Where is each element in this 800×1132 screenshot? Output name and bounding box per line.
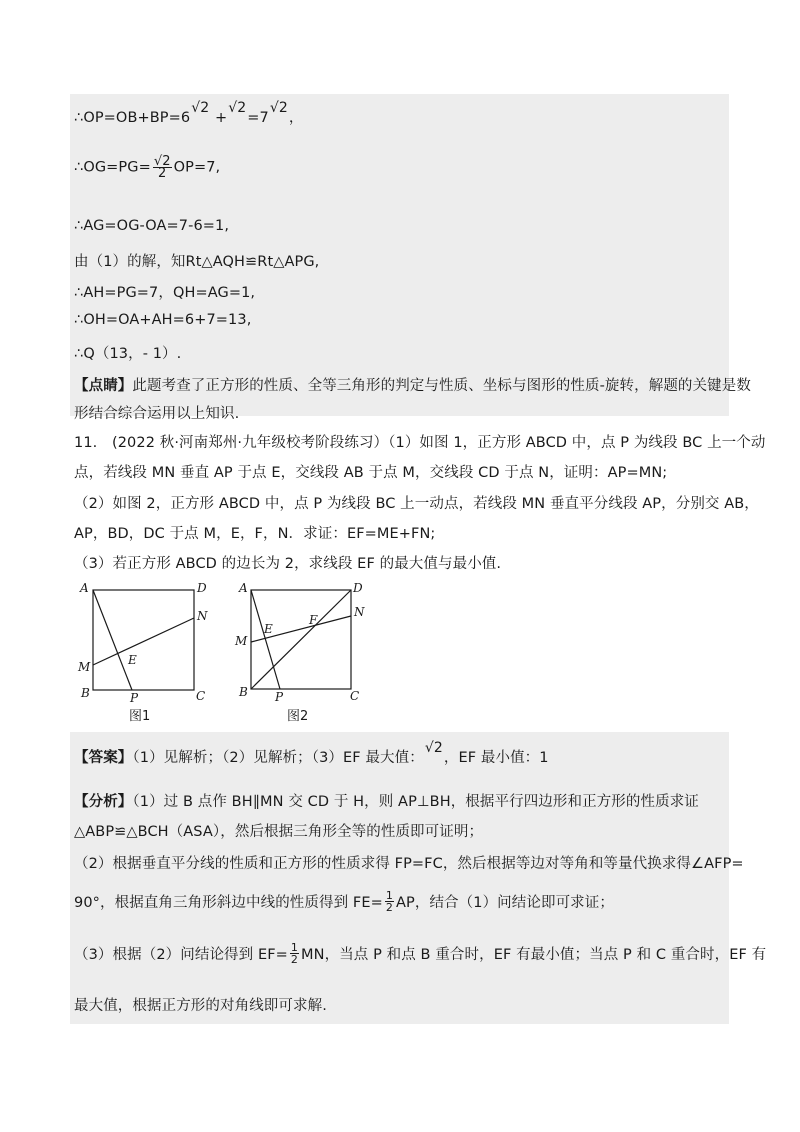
fig1-segment-mn [93,618,194,665]
comment-line-2: 形结合综合运用以上知识. [74,406,240,422]
fig1-label-b: B [81,686,90,700]
question-line-2: 点，若线段 MN 垂直 AP 于点 E，交线段 AB 于点 M，交线段 CD 于点 N，证明：AP=MN; [74,465,668,481]
fig2-label-f: F [309,613,318,627]
analysis-text-4a: 90°，根据直角三角形斜边中线的性质得到 FE= [74,895,383,911]
analysis-frac1-num: 1 [385,889,393,902]
fig2-label-d: D [353,581,363,595]
op-line [74,100,304,127]
fig1-label-m: M [78,660,91,674]
analysis-line-4 [74,890,614,913]
fig1-label-c: C [196,689,206,703]
figure-2 [251,590,351,689]
answer-label: 【答案】 [74,750,133,766]
op-sqrt-3: √2 [269,100,288,116]
op-sqrt-2: √2 [228,100,247,116]
fig1-caption: 图1 [129,709,151,724]
analysis-line-2: △ABP≌△BCH（ASA），然后根据三角形全等的性质即可证明； [74,824,484,840]
geometry-figures [0,578,800,728]
fig2-label-n: N [354,605,365,619]
analysis-line-5 [74,942,766,965]
answer-text-1: （1）见解析；（2）见解析；（3）EF 最大值： [132,750,424,766]
fig2-label-m: M [235,634,248,648]
analysis-text-5b: MN，当点 P 和点 B 重合时，EF 有最小值；当点 P 和 C 重合时，EF 有 [301,947,767,963]
analysis-line-6: 最大值，根据正方形的对角线即可求解. [74,998,327,1014]
question-line-4: AP，BD，DC 于点 M，E，F，N．求证：EF=ME+FN; [74,526,436,542]
analysis-text-5a: （3）根据（2）问结论得到 EF= [74,947,288,963]
fig2-label-a: A [239,581,248,595]
solution-line-congruent: 由（1）的解，知Rt△AQH≌Rt△APG, [74,254,320,270]
analysis-frac1-den: 2 [385,901,393,914]
analysis-shade [70,732,729,1024]
og-tail: OP=7, [173,159,221,176]
solution-line-q: ∴Q（13，- 1）. [74,346,182,362]
fig2-label-b: B [239,685,248,699]
question-line-1: 11. (2022 秋·河南郑州·九年级校考阶段练习）（1）如图 1，正方形 ABCD 中，点 P 为线段 BC 上一个动 [74,435,766,451]
analysis-line-3: （2）根据垂直平分线的性质和正方形的性质求得 FP=FC，然后根据等边对等角和等量代换求得∠AFP= [74,856,744,872]
solution-line-ag: ∴AG=OG-OA=7-6=1, [74,218,230,234]
figure-1-labels [77,581,208,724]
analysis-text-4b: AP，结合（1）问结论即可求证； [395,895,614,911]
fig1-segment-ap [93,590,132,690]
op-sqrt-1: √2 [191,100,210,116]
og-frac-den: 2 [158,166,167,181]
fig1-label-e: E [128,653,137,667]
comment-text-1: 此题考查了正方形的性质、全等三角形的判定与性质、坐标与图形的性质-旋转，解题的关键是数 [132,378,751,394]
fig2-label-p: P [275,690,284,704]
og-fraction [153,156,172,179]
fig2-caption: 图2 [287,709,309,724]
question-line-5: （3）若正方形 ABCD 的边长为 2，求线段 EF 的最大值与最小值. [74,556,502,572]
answer-text-2: ，EF 最小值：1 [443,750,549,766]
analysis-fraction-2 [290,942,299,965]
analysis-fraction-1 [385,890,394,913]
og-lead: ∴OG=PG= [74,159,151,176]
question-line-3: （2）如图 2，正方形 ABCD 中，点 P 为线段 BC 上一动点，若线段 MN 垂直平分线段 AP，分别交 AB， [74,496,759,512]
og-line [74,156,220,179]
analysis-line-1 [74,790,699,811]
og-frac-num: √2 [153,154,171,169]
analysis-text-1: （1）过 B 点作 BH∥MN 交 CD 于 H，则 AP⊥BH，根据平行四边形和正方形的性质求证 [132,794,699,810]
fig1-label-p: P [130,691,139,705]
answer-line [74,740,549,767]
fig1-label-d: D [197,581,207,595]
op-tail: ， [288,110,304,126]
fig2-label-c: C [350,689,360,703]
fig1-label-n: N [197,609,208,623]
solution-line-ah: ∴AH=PG=7，QH=AG=1, [74,285,256,301]
analysis-frac2-num: 1 [290,941,299,954]
op-plus: + [214,110,228,126]
comment-line-1 [74,374,751,395]
figure-1 [93,590,194,690]
op-eq: =7 [247,110,269,126]
fig1-label-a: A [80,581,89,595]
analysis-label: 【分析】 [74,794,133,810]
comment-label: 【点睛】 [74,378,133,394]
analysis-frac2-den: 2 [290,953,299,966]
fig1-square [93,590,194,690]
figure-2-labels [234,581,365,724]
solution-line-oh: ∴OH=OA+AH=6+7=13, [74,312,252,328]
op-lead: ∴OP=OB+BP=6 [74,110,191,126]
answer-sqrt: √2 [424,740,443,756]
fig2-label-e: E [264,622,273,636]
